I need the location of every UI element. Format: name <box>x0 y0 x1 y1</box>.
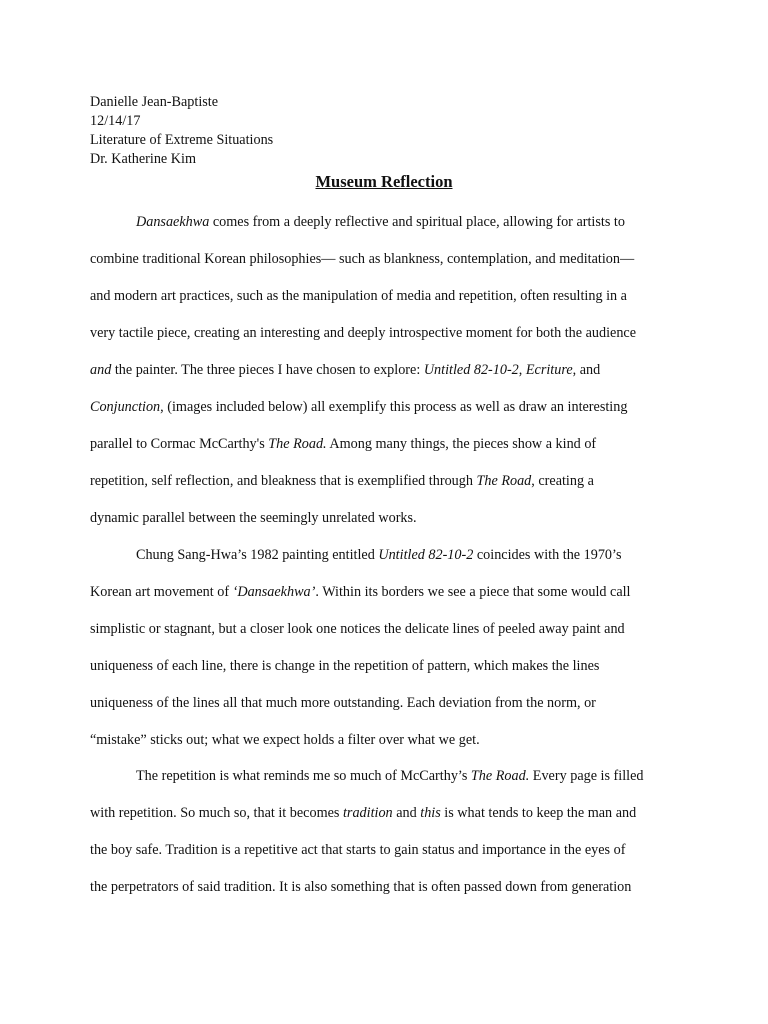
text-segment: Every page is filled <box>529 768 644 784</box>
paragraph-line <box>90 841 625 859</box>
text-segment: the painter. The three pieces I have chosen to explore: <box>111 362 424 378</box>
italic-text: Dansaekhwa <box>136 214 210 230</box>
text-segment: . Within its borders we see a piece that some would call <box>315 584 631 600</box>
text-segment: and <box>392 805 421 821</box>
text-segment: combine traditional Korean philosophies— such as blankness, contemplation, and meditation— <box>90 251 635 267</box>
italic-text: The Road. <box>268 436 327 452</box>
italic-text: Ecriture <box>525 362 573 378</box>
text-segment: “mistake” sticks out; what we expect holds a filter over what we get. <box>90 732 480 748</box>
paragraph-line <box>90 361 600 379</box>
paragraph-line <box>90 731 480 749</box>
paragraph-line <box>90 287 627 305</box>
paragraph-line <box>90 324 636 342</box>
text-segment: uniqueness of each line, there is change in the repetition of pattern, which makes the lines <box>90 658 600 674</box>
italic-text: tradition <box>342 805 393 821</box>
italic-text: Conjunction <box>90 399 161 415</box>
instructor-name: Dr. Katherine Kim <box>90 151 196 167</box>
text-segment: , (images included below) all exemplify this process as well as draw an interesting <box>160 399 628 415</box>
text-segment: Chung Sang-Hwa’s 1982 painting entitled <box>136 547 379 563</box>
paragraph-line <box>136 767 644 785</box>
italic-text: The Road <box>476 473 532 489</box>
paragraph-line <box>136 546 621 564</box>
text-segment: , and <box>572 362 601 378</box>
paragraph-line <box>90 250 634 268</box>
italic-text: Untitled 82-10-2 <box>423 362 519 378</box>
text-segment: comes from a deeply reflective and spiritual place, allowing for artists to <box>209 214 625 230</box>
text-segment: the boy safe. Tradition is a repetitive act that starts to gain status and importance in the eyes of <box>90 842 626 858</box>
text-segment: simplistic or stagnant, but a closer look one notices the delicate lines of peeled away paint and <box>90 621 625 637</box>
text-segment: uniqueness of the lines all that much more outstanding. Each deviation from the norm, or <box>90 695 596 711</box>
paragraph-line <box>90 878 631 896</box>
text-segment: repetition, self reflection, and bleakness that is exemplified through <box>90 473 477 489</box>
italic-text: The Road. <box>470 768 530 784</box>
text-segment: with repetition. So much so, that it becomes <box>90 805 343 821</box>
author-name: Danielle Jean-Baptiste <box>90 94 219 110</box>
paragraph-line <box>90 398 627 416</box>
text-segment: Among many things, the pieces show a kind of <box>326 436 597 452</box>
paragraph-line <box>90 472 594 490</box>
paragraph-line <box>90 694 596 712</box>
text-segment: the perpetrators of said tradition. It is also something that is often passed down from generation <box>90 879 632 895</box>
text-segment: Korean art movement of <box>90 584 233 600</box>
text-segment: and modern art practices, such as the manipulation of media and repetition, often resulting in a <box>90 288 627 304</box>
italic-text: this <box>420 805 441 821</box>
text-segment: parallel to Cormac McCarthy's <box>90 436 269 452</box>
text-segment: The repetition is what reminds me so much of McCarthy’s <box>136 768 471 784</box>
document-date: 12/14/17 <box>90 113 141 129</box>
document-header <box>90 93 273 169</box>
paragraph-line <box>90 509 417 527</box>
paragraph-line <box>90 620 625 638</box>
text-segment: is what tends to keep the man and <box>440 805 637 821</box>
italic-text: Untitled 82-10-2 <box>378 547 474 563</box>
italic-text: and <box>90 362 112 378</box>
paragraph-line <box>90 804 636 822</box>
course-name: Literature of Extreme Situations <box>90 132 274 148</box>
text-segment: coincides with the 1970’s <box>473 547 622 563</box>
text-segment: , <box>518 362 526 378</box>
text-segment: dynamic parallel between the seemingly unrelated works. <box>90 510 417 526</box>
italic-text: ‘Dansaekhwa’ <box>232 584 316 600</box>
paragraph-line <box>90 583 631 601</box>
text-segment: , creating a <box>531 473 594 489</box>
paragraph-line <box>90 435 596 453</box>
paragraph-line <box>136 213 625 231</box>
text-segment: very tactile piece, creating an interesting and deeply introspective moment for both the audience <box>90 325 637 341</box>
paragraph-line <box>90 657 599 675</box>
document-title: Museum Reflection <box>315 172 453 191</box>
